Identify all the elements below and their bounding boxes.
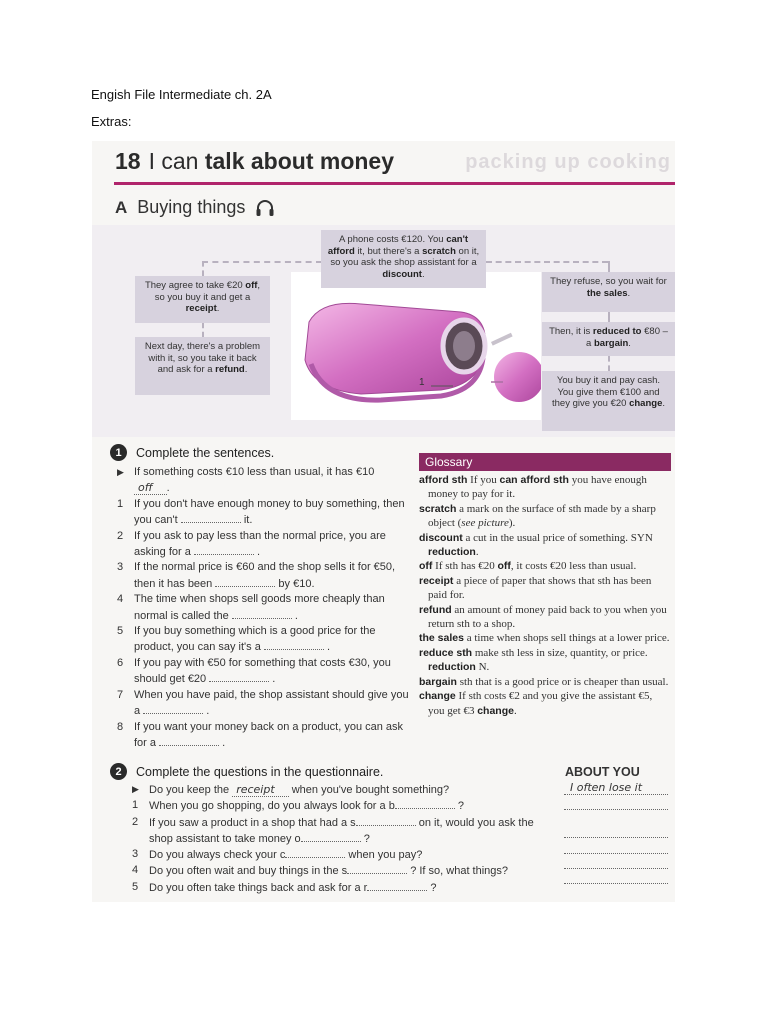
answer-blank[interactable] bbox=[209, 671, 269, 682]
list-item: 2 If you saw a product in a shop that had a s on it, would you ask the shop assistant to take money o ? bbox=[132, 815, 534, 845]
list-item: 4 The time when shops sell goods more cheaply than normal is called the . bbox=[117, 593, 385, 622]
section-name: Buying things bbox=[137, 197, 246, 217]
glossary-entry: off If sth has €20 off, it costs €20 less than usual. bbox=[419, 560, 637, 573]
answer-blank[interactable] bbox=[356, 815, 416, 826]
answer-blank[interactable] bbox=[159, 735, 219, 746]
section-letter: A bbox=[115, 197, 128, 217]
glossary-entry: discount a cut in the usual price of something. SYN reduction. bbox=[419, 531, 653, 559]
scratch-callout-label: 1 bbox=[419, 377, 425, 388]
story-box-phone-costs: A phone costs €120. You can't afford it, but there's a scratch on it, so you ask the shop assistant for a discount. bbox=[321, 230, 486, 288]
answer-blank[interactable] bbox=[232, 608, 292, 619]
list-item: 6 If you pay with €50 for something that costs €30, you should get €20 . bbox=[117, 656, 391, 686]
glossary-entry: receipt a piece of paper that shows that sth has been paid for. bbox=[419, 574, 652, 602]
exercise-2-list bbox=[132, 782, 552, 896]
document-header-extras: Extras: bbox=[91, 114, 132, 129]
example-answer: off bbox=[134, 481, 167, 495]
answer-blank[interactable] bbox=[181, 512, 241, 523]
about-you-heading: ABOUT YOU bbox=[565, 765, 640, 779]
unit-title: I can talk about money bbox=[148, 148, 395, 174]
exercise-2-example: ▶ Do you keep the receipt when you've bought something? bbox=[132, 782, 552, 798]
bleed-through-text: packing up cooking bbox=[465, 151, 671, 173]
list-item: 3 If the normal price is €60 and the shop sells it for €50, then it has been by €10. bbox=[117, 561, 396, 590]
headphones-icon bbox=[255, 199, 275, 217]
list-item: 4 Do you often wait and buy things in the s ? If so, what things? bbox=[132, 864, 509, 878]
about-you-answer-line[interactable] bbox=[564, 797, 668, 810]
flow-arrow bbox=[202, 261, 204, 276]
flow-arrow bbox=[486, 261, 608, 263]
list-item: 5 Do you often take things back and ask for a r ? bbox=[132, 880, 437, 894]
glossary-entry: change If sth costs €2 and you give the assistant €5, you get €3 change. bbox=[419, 690, 653, 717]
flow-arrow bbox=[202, 323, 204, 337]
answer-blank[interactable] bbox=[395, 798, 455, 809]
about-you-answers bbox=[564, 782, 668, 886]
answer-blank[interactable] bbox=[285, 847, 345, 858]
answer-blank[interactable] bbox=[367, 880, 427, 891]
exercise-number-badge: 1 bbox=[110, 444, 127, 461]
about-you-answer-line[interactable] bbox=[564, 825, 668, 838]
list-item: 2 If you ask to pay less than the normal price, you are asking for a . bbox=[117, 529, 386, 559]
glossary-entry: the sales a time when shops sell things at a lower price. bbox=[419, 632, 670, 645]
glossary-entry: afford sth If you can afford sth you have enough money to pay for it. bbox=[419, 474, 647, 501]
about-you-answer-line[interactable] bbox=[564, 841, 668, 854]
flip-phone-illustration bbox=[291, 272, 541, 420]
list-item: 5 If you buy something which is a good price for the product, you can say it's a . bbox=[117, 625, 376, 654]
exercise-1-example: ▶ If something costs €10 less than usual, it has €10 off . bbox=[116, 465, 411, 497]
exercise-1-list bbox=[116, 465, 411, 751]
phone-picture bbox=[291, 272, 541, 420]
about-you-answer: I often lose it bbox=[564, 782, 668, 795]
textbook-page-scan bbox=[92, 141, 675, 902]
example-marker-icon: ▶ bbox=[132, 784, 139, 794]
story-box-refuse: They refuse, so you wait for the sales. bbox=[542, 272, 675, 312]
glossary-entry: bargain sth that is a good price or is cheaper than usual. bbox=[419, 675, 669, 688]
glossary-entry: scratch a mark on the surface of sth made by a sharp object (see picture). bbox=[419, 502, 656, 530]
story-box-reduced: Then, it is reduced to €80 – a bargain. bbox=[542, 322, 675, 356]
document-header-title: Engish File Intermediate ch. 2A bbox=[91, 87, 272, 102]
glossary-panel bbox=[419, 453, 671, 718]
answer-blank[interactable] bbox=[301, 831, 361, 842]
glossary-entry: refund an amount of money paid back to you when you return sth to a shop. bbox=[419, 603, 667, 631]
unit-header bbox=[115, 148, 394, 175]
story-box-pay-cash: You buy it and pay cash. You give them €100 and they give you €20 change. bbox=[542, 371, 675, 431]
flow-arrow bbox=[608, 261, 610, 272]
list-item: 7 When you have paid, the shop assistant should give you a . bbox=[117, 688, 409, 718]
answer-blank[interactable] bbox=[347, 863, 407, 874]
answer-blank[interactable] bbox=[215, 576, 275, 587]
about-you-answer-line[interactable] bbox=[564, 871, 668, 884]
exercise-number-badge: 2 bbox=[110, 763, 127, 780]
story-box-next-day: Next day, there's a problem with it, so you take it back and ask for a refund. bbox=[135, 337, 270, 395]
about-you-answer-line[interactable] bbox=[564, 856, 668, 869]
exercise-2-instruction: Complete the questions in the questionnaire. bbox=[136, 764, 384, 779]
list-item: 3 Do you always check your c when you pay? bbox=[132, 848, 423, 862]
flow-arrow bbox=[608, 312, 610, 322]
exercise-2-heading bbox=[110, 763, 383, 780]
list-item: 8 If you want your money back on a product, you can ask for a . bbox=[117, 720, 404, 749]
answer-blank[interactable] bbox=[194, 544, 254, 555]
example-marker-icon: ▶ bbox=[117, 467, 124, 477]
answer-blank[interactable] bbox=[143, 703, 203, 714]
flow-arrow bbox=[608, 356, 610, 371]
flow-arrow bbox=[202, 261, 322, 263]
title-rule bbox=[114, 182, 675, 185]
answer-blank[interactable] bbox=[264, 639, 324, 650]
section-heading bbox=[115, 197, 275, 218]
example-answer: receipt bbox=[232, 783, 288, 797]
exercise-1-heading bbox=[110, 444, 274, 461]
exercise-1-instruction: Complete the sentences. bbox=[136, 445, 275, 460]
glossary-entries bbox=[419, 473, 671, 718]
list-item: 1 If you don't have enough money to buy something, then you can't it. bbox=[117, 497, 405, 527]
list-item: 1 When you go shopping, do you always look for a b ? bbox=[132, 799, 465, 813]
unit-number: 18 bbox=[115, 148, 141, 174]
glossary-title: Glossary bbox=[419, 453, 671, 471]
glossary-entry: reduce sth make sth less in size, quantity, or price. reduction N. bbox=[419, 646, 648, 674]
story-box-agree: They agree to take €20 off, so you buy it and get a receipt. bbox=[135, 276, 270, 323]
